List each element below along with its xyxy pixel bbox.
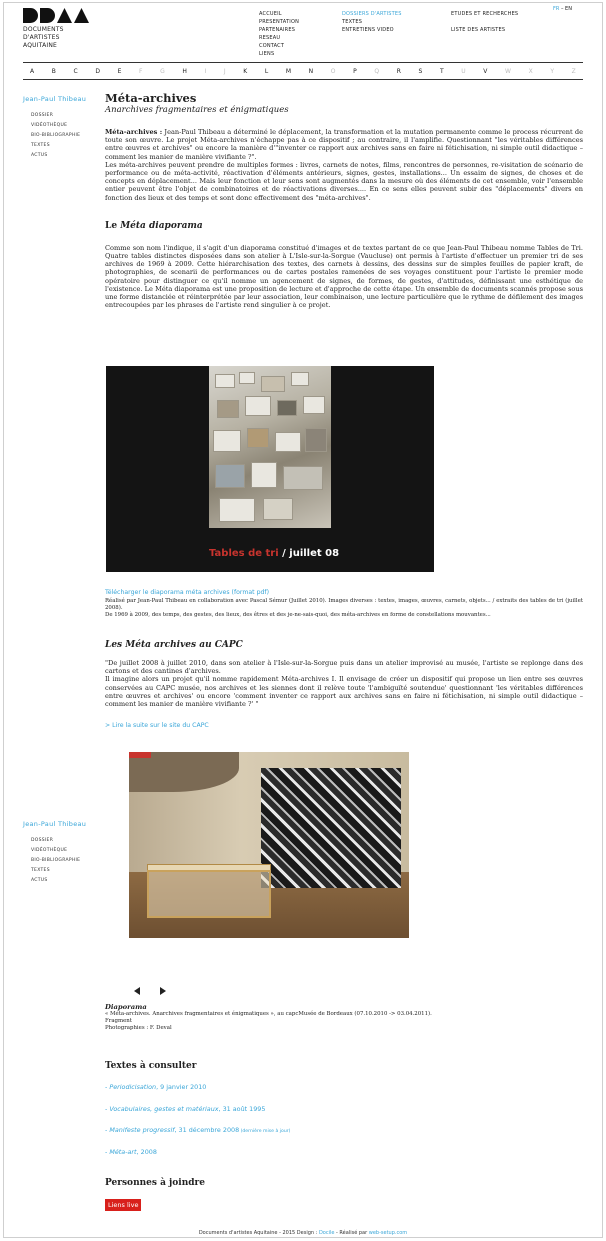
diaporama-paragraph: Comme son nom l'indique, il s'agit d'un diaporama constitué d'images et de textes partant de ce que Jean-Paul Thibeau nomme Tables de Tri. Quatre tables distinctes disposées dans son atelier à L'Isle-sur-la-Sorgue (Vaucluse) ont permis à l'artiste d'effectuer un premier tri de ses archives de 1969 à 2009. Cette hiérarchisation des textes, des carnets à dessins, des dessins sur de simples feuilles de papier kraft, de photographies, de scenarii de performances ou de cartes postales ramenées de ses voyages constituent pour l'artiste le premier mode opératoire pour distinguer ce qu'il nomme un agencement de signes, de formes, de gestes, d'attitudes, définissant une esthétique de l'existence. Le Méta diaporama est une proposition de lecture et d'approche de cette étape. Un ensemble de documents scannés propose sous une forme distanciée et réinterprétée par leur association, leur combinaison, une lecture particulière que le rythme de défilement des images entrecoupées par les phrases de l'artiste rend singulier à ce projet. (105, 243, 583, 310)
alphabet-letter-n[interactable]: N (308, 67, 314, 75)
language-switch (553, 6, 572, 12)
archive-table-photo (209, 366, 331, 528)
alphabet-letter-x: X (528, 67, 533, 75)
logo-mark (23, 8, 93, 23)
artist-sidebar (23, 95, 86, 161)
intro-paragraph-2: Les méta-archives peuvent prendre de multiples formes : livres, carnets de notes, films, rencontres de personnes, re-visitation de scénario de performance ou de méta-activité, réactivation d'éléments antérieurs, signes, gestes, installations... Un essaim de signes, de choses et de concepts en déplacement... Mais leur fonction et leur sens sont augmentés dans la mesure où des éléments de cet ensemble, voir l'ensemble entier peuvent être l'objet de combinatoires et de réactivations diverses.... En ce sens elles peuvent subir des "déplacements" divers en fonction des lieux et des temps et sont donc effectivement des "méta-archives". (105, 160, 583, 202)
sidebar-item-textes[interactable]: TEXTES (31, 143, 50, 148)
artwork-panel (261, 768, 401, 888)
previous-arrow-icon[interactable] (134, 987, 140, 995)
sidebar-menu (23, 836, 86, 886)
page-subtitle: Anarchives fragmentaires et énigmatiques (105, 105, 289, 115)
sidebar-item-dossier[interactable]: DOSSIER (31, 113, 54, 118)
nav-liens[interactable]: LIENS (259, 51, 275, 57)
lang-separator: – (560, 6, 564, 12)
sidebar-item-bio-bibliographie[interactable]: BIO-BIBLIOGRAPHIE (31, 858, 81, 863)
footer-design-link[interactable]: Docile (318, 1230, 335, 1236)
sidebar-artist-name[interactable]: Jean-Paul Thibeau (23, 95, 87, 103)
capc-section (105, 639, 583, 729)
alphabet-letter-g: G (160, 67, 165, 75)
capc-paragraph: "De juillet 2008 à juillet 2010, dans son atelier à l'Isle-sur-la-Sorgue puis dans un atelier improvisé au musée, l'artiste se replonge dans des cartons et des cantines d'archives. (105, 659, 583, 676)
download-pdf-link[interactable]: Télécharger le diaporama méta archives (format pdf) (105, 589, 270, 596)
section-title-textes: Textes à consulter (105, 1061, 197, 1071)
main-nav-col3 (451, 10, 518, 34)
alphabet-letter-p[interactable]: P (353, 67, 357, 75)
alphabet-letter-a[interactable]: A (30, 67, 35, 75)
intro-text: Jean-Paul Thibeau a déterminé le déplacement, la transformation et la mutation permanente comme le process récurrent de toute son œuvre. Le projet Méta-archives n'échappe pas à ce dispositif ; au contraire, il l'amplifie. Questionnant "les véritables différences entre œuvres et archives" ou encore la manière d'"inventer ce rapport aux archives sans en faire ni fétichisation, ni simple outil didactique – comment les manier de manière vivifiante ?". (105, 128, 583, 161)
nav-presentation[interactable]: PRESENTATION (259, 19, 300, 25)
main-nav-col2 (342, 10, 402, 34)
alphabet-letter-v[interactable]: V (483, 67, 488, 75)
sidebar-item-videotheque[interactable]: VIDÉOTHÈQUE (31, 848, 68, 853)
alphabet-letter-f: F (138, 67, 143, 75)
alphabet-letter-e[interactable]: E (117, 67, 122, 75)
nav-reseau[interactable]: RESEAU (259, 35, 281, 41)
footer-text-mid: - Réalisé par (334, 1230, 369, 1236)
capc-read-more-link[interactable]: > Lire la suite sur le site du CAPC (105, 722, 209, 730)
exhibition-photo[interactable] (129, 752, 409, 938)
diaporama-credit-2: De 1969 à 2009, des temps, des gestes, des lieux, des êtres et des je-ne-sais-quoi, des méta-archives en forme de constellations mouvantes... (105, 611, 491, 618)
sidebar-item-dossier[interactable]: DOSSIER (31, 838, 54, 843)
slideshow-controls (134, 987, 166, 995)
next-arrow-icon[interactable] (160, 987, 166, 995)
lang-fr[interactable]: FR (553, 6, 560, 12)
alphabet-letter-o: O (330, 67, 336, 75)
alphabet-letter-l[interactable]: L (264, 67, 269, 75)
main-nav-col1 (259, 10, 299, 58)
main-content (105, 92, 583, 309)
site-footer (0, 1230, 606, 1236)
alphabet-letter-j: J (223, 67, 226, 75)
alphabet-letter-u: U (461, 67, 466, 75)
alphabet-letter-z: Z (571, 67, 576, 75)
sidebar-item-actus[interactable]: ACTUS (31, 153, 48, 158)
alphabet-letter-b[interactable]: B (51, 67, 56, 75)
image-caption: Tables de tri / juillet 08 (209, 548, 340, 559)
diaporama-caption-photographer: Photographies : F. Deval (105, 1024, 172, 1031)
text-link[interactable]: - Vocabulaires, gestes et matériaux, 31 août 1995 (105, 1105, 266, 1113)
sidebar-item-bio-bibliographie[interactable]: BIO-BIBLIOGRAPHIE (31, 133, 81, 138)
alphabet-letter-d[interactable]: D (95, 67, 100, 75)
section-title-capc: Les Méta archives au CAPC (105, 640, 243, 650)
alphabet-letter-m[interactable]: M (285, 67, 292, 75)
vitrine (147, 870, 271, 918)
alphabet-letter-w: W (505, 67, 511, 75)
sidebar-artist-name[interactable]: Jean-Paul Thibeau (23, 820, 87, 828)
alphabet-letter-t[interactable]: T (439, 67, 444, 75)
diaporama-caption-line: « Méta-archives. Anarchives fragmentaires et énigmatiques », au capcMusée de Bordeaux (07.10.2010 -> 03.04.2011). (105, 1011, 432, 1017)
alphabet-letter-c[interactable]: C (73, 67, 78, 75)
text-link[interactable]: - Periodicisation, 9 janvier 2010 (105, 1083, 207, 1091)
alphabet-letter-y: Y (550, 67, 555, 75)
alphabet-letter-r[interactable]: R (396, 67, 401, 75)
sidebar-item-actus[interactable]: ACTUS (31, 878, 48, 883)
nav-entretiens-video[interactable]: ENTRETIENS VIDEO (342, 27, 394, 33)
nav-contact[interactable]: CONTACT (259, 43, 285, 49)
section-title-diaporama: Le Méta diaporama (105, 220, 203, 231)
footer-text: Documents d'artistes Aquitaine - 2015 Design : (198, 1230, 319, 1236)
intro-lead: Méta-archives : (105, 128, 163, 136)
intro-paragraph (105, 128, 583, 161)
sidebar-item-videotheque[interactable]: VIDÉOTHÈQUE (31, 123, 68, 128)
nav-liste-artistes[interactable]: LISTE DES ARTISTES (451, 27, 506, 33)
contacts-section (105, 1177, 583, 1189)
alphabet-letter-i: I (204, 67, 207, 75)
nav-textes[interactable]: TEXTES (342, 19, 363, 25)
capc-paragraph-2: Il imagine alors un projet qu'il nomme rapidement Méta-archives I. Il envisage de créer un dispositif qui propose un lien entre ses œuvres conservées au CAPC musée, nos archives et les siennes dont il relève toute 'l'ambiguïté soutendue' questionnant 'les véritables différences entre œuvres et archives' ou encore 'comment inventer ce rapport aux archives sans en faire ni fétichisation, ni simple outil didactique – comment les manier de manière vivifiante ?' " (105, 675, 583, 709)
alphabet-letter-q: Q (374, 67, 380, 75)
text-link[interactable]: - Manifeste progressif, 31 décembre 2008 (dernière mise à jour) (105, 1126, 291, 1134)
site-logo[interactable] (23, 8, 93, 50)
diaporama-caption-fragment: Fragment (105, 1017, 132, 1024)
nav-accueil[interactable]: ACCUEIL (259, 11, 282, 17)
lang-en[interactable]: EN (565, 6, 572, 12)
alphabet-bar (23, 62, 583, 80)
diaporama-credit: Réalisé par Jean-Paul Thibeau en collaboration avec Pascal Sémur (Juillet 2010). Images diverses : textes, images, œuvres, carnets, objets... / extraits des tables de tri (juillet 2008). (105, 598, 583, 611)
nav-spacer (451, 18, 518, 26)
nav-dossiers-artistes[interactable]: DOSSIERS D'ARTISTES (342, 11, 402, 17)
alphabet-letter-s[interactable]: S (418, 67, 423, 75)
liens-live-button[interactable]: Liens live (105, 1199, 141, 1211)
alphabet-letter-h[interactable]: H (182, 67, 187, 75)
page-title: Méta-archives (105, 91, 197, 105)
diaporama-caption (105, 1003, 583, 1031)
diaporama-download (105, 589, 583, 618)
diaporama-caption-title: Diaporama (105, 1003, 147, 1011)
section-title-personnes: Personnes à joindre (105, 1178, 206, 1188)
sidebar-menu (23, 111, 86, 161)
alphabet-letter-k[interactable]: K (243, 67, 248, 75)
sidebar-item-textes[interactable]: TEXTES (31, 868, 50, 873)
text-link[interactable]: - Méta-art, 2008 (105, 1148, 157, 1156)
artist-sidebar-sticky (23, 820, 86, 886)
footer-realise-link[interactable]: web-setup.com (368, 1230, 408, 1236)
nav-partenaires[interactable]: PARTENAIRES (259, 27, 296, 33)
tables-de-tri-image[interactable] (106, 366, 434, 572)
logo-text: DOCUMENTS D'ARTISTES AQUITAINE (23, 26, 64, 49)
nav-etudes-recherches[interactable]: ETUDES ET RECHERCHES (451, 11, 519, 17)
texts-section (105, 1060, 583, 1072)
